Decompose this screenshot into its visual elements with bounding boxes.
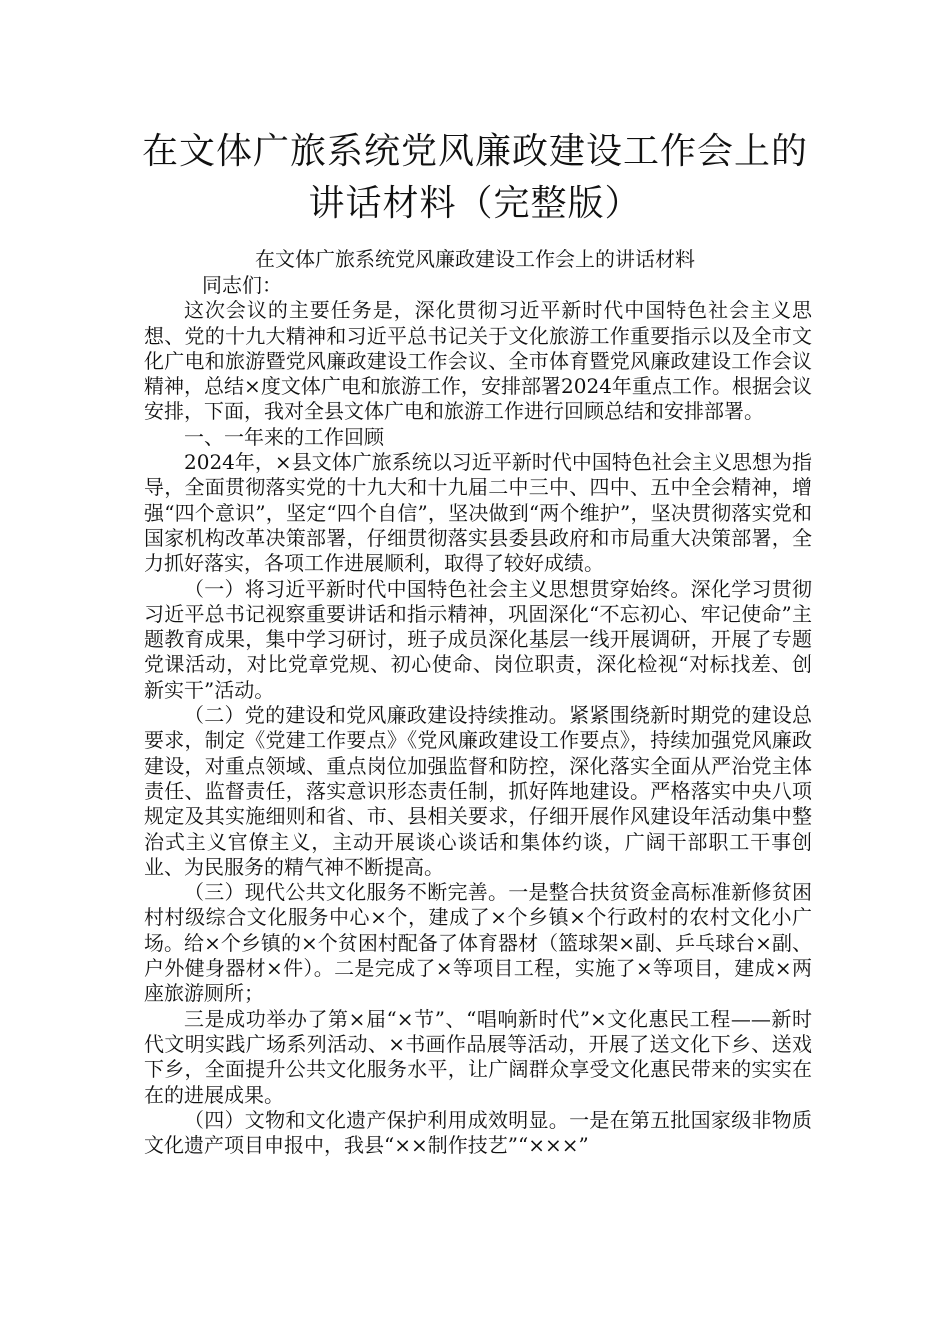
document-title (0, 126, 950, 230)
paragraph-item-3: （三）现代公共文化服务不断完善。一是整合扶贫资金高标准新修贫困村村级综合文化服务中心×个，建成了×个乡镇×个行政村的农村文化小广场。给×个乡镇的×个贫困村配备了体育器材（篮球架×副、乒乓球台×副、户外健身器材×件）。二是完成了×等项目工程，实施了×等项目，建成×两座旅游厕所； (144, 880, 812, 1006)
document-body (144, 273, 812, 1158)
paragraph-item-3-cont: 三是成功举办了第×届“×节”、“唱响新时代”×文化惠民工程——新时代文明实践广场系列活动、×书画作品展等活动，开展了送文化下乡、送戏下乡，全面提升公共文化服务水平，让广阔群众享受文化惠民带来的实实在在的进展成果。 (144, 1006, 812, 1107)
salutation: 同志们： (202, 273, 282, 297)
document-subtitle: 在文体广旅系统党风廉政建设工作会上的讲话材料 (255, 247, 695, 271)
paragraph-item-1: （一）将习近平新时代中国特色社会主义思想贯穿始终。深化学习贯彻习近平总书记视察重要讲话和指示精神，巩固深化“不忘初心、牢记使命”主题教育成果，集中学习研讨，班子成员深化基层一线开展调研，开展了专题党课活动，对比党章党规、初心使命、岗位职责，深化检视“对标找差、创新实干”活动。 (144, 576, 812, 702)
paragraph-item-4: （四）文物和文化遗产保护利用成效明显。一是在第五批国家级非物质文化遗产项目申报中，我县“××制作技艺”“×××” (144, 1107, 812, 1158)
paragraph-overview: 2024年，×县文体广旅系统以习近平新时代中国特色社会主义思想为指导，全面贯彻落实党的十九大和十九届二中三中、四中、五中全会精神，增强“四个意识”，坚定“四个自信”，坚决做到“两个维护”，坚决贯彻落实党和国家机构改革决策部署，仔细贯彻落实县委县政府和市局重大决策部署，全力抓好落实，各项工作进展顺利，取得了较好成绩。 (144, 450, 812, 576)
paragraph-item-2: （二）党的建设和党风廉政建设持续推动。紧紧围绕新时期党的建设总要求，制定《党建工作要点》《党风廉政建设工作要点》，持续加强党风廉政建设，对重点领域、重点岗位加强监督和防控，深化落实全面从严治党主体责任、监督责任，落实意识形态责任制，抓好阵地建设。严格落实中央八项规定及其实施细则和省、市、县相关要求，仔细开展作风建设年活动集中整治式主义官僚主义，主动开展谈心谈话和集体约谈，广阔干部职工干事创业、为民服务的精气神不断提高。 (144, 703, 812, 879)
section-heading: 一、一年来的工作回顾 (184, 424, 384, 449)
paragraph-intro: 这次会议的主要任务是，深化贯彻习近平新时代中国特色社会主义思想、党的十九大精神和习近平总书记关于文化旅游工作重要指示以及全市文化广电和旅游暨党风廉政建设工作会议、全市体育暨党风廉政建设工作会议精神，总结×度文体广电和旅游工作，安排部署2024年重点工作。根据会议安排，下面，我对全县文体广电和旅游工作进行回顾总结和安排部署。 (144, 298, 812, 424)
title-line-2: 讲话材料（完整版） (308, 183, 642, 224)
title-line-1: 在文体广旅系统党风廉政建设工作会上的 (141, 131, 808, 172)
